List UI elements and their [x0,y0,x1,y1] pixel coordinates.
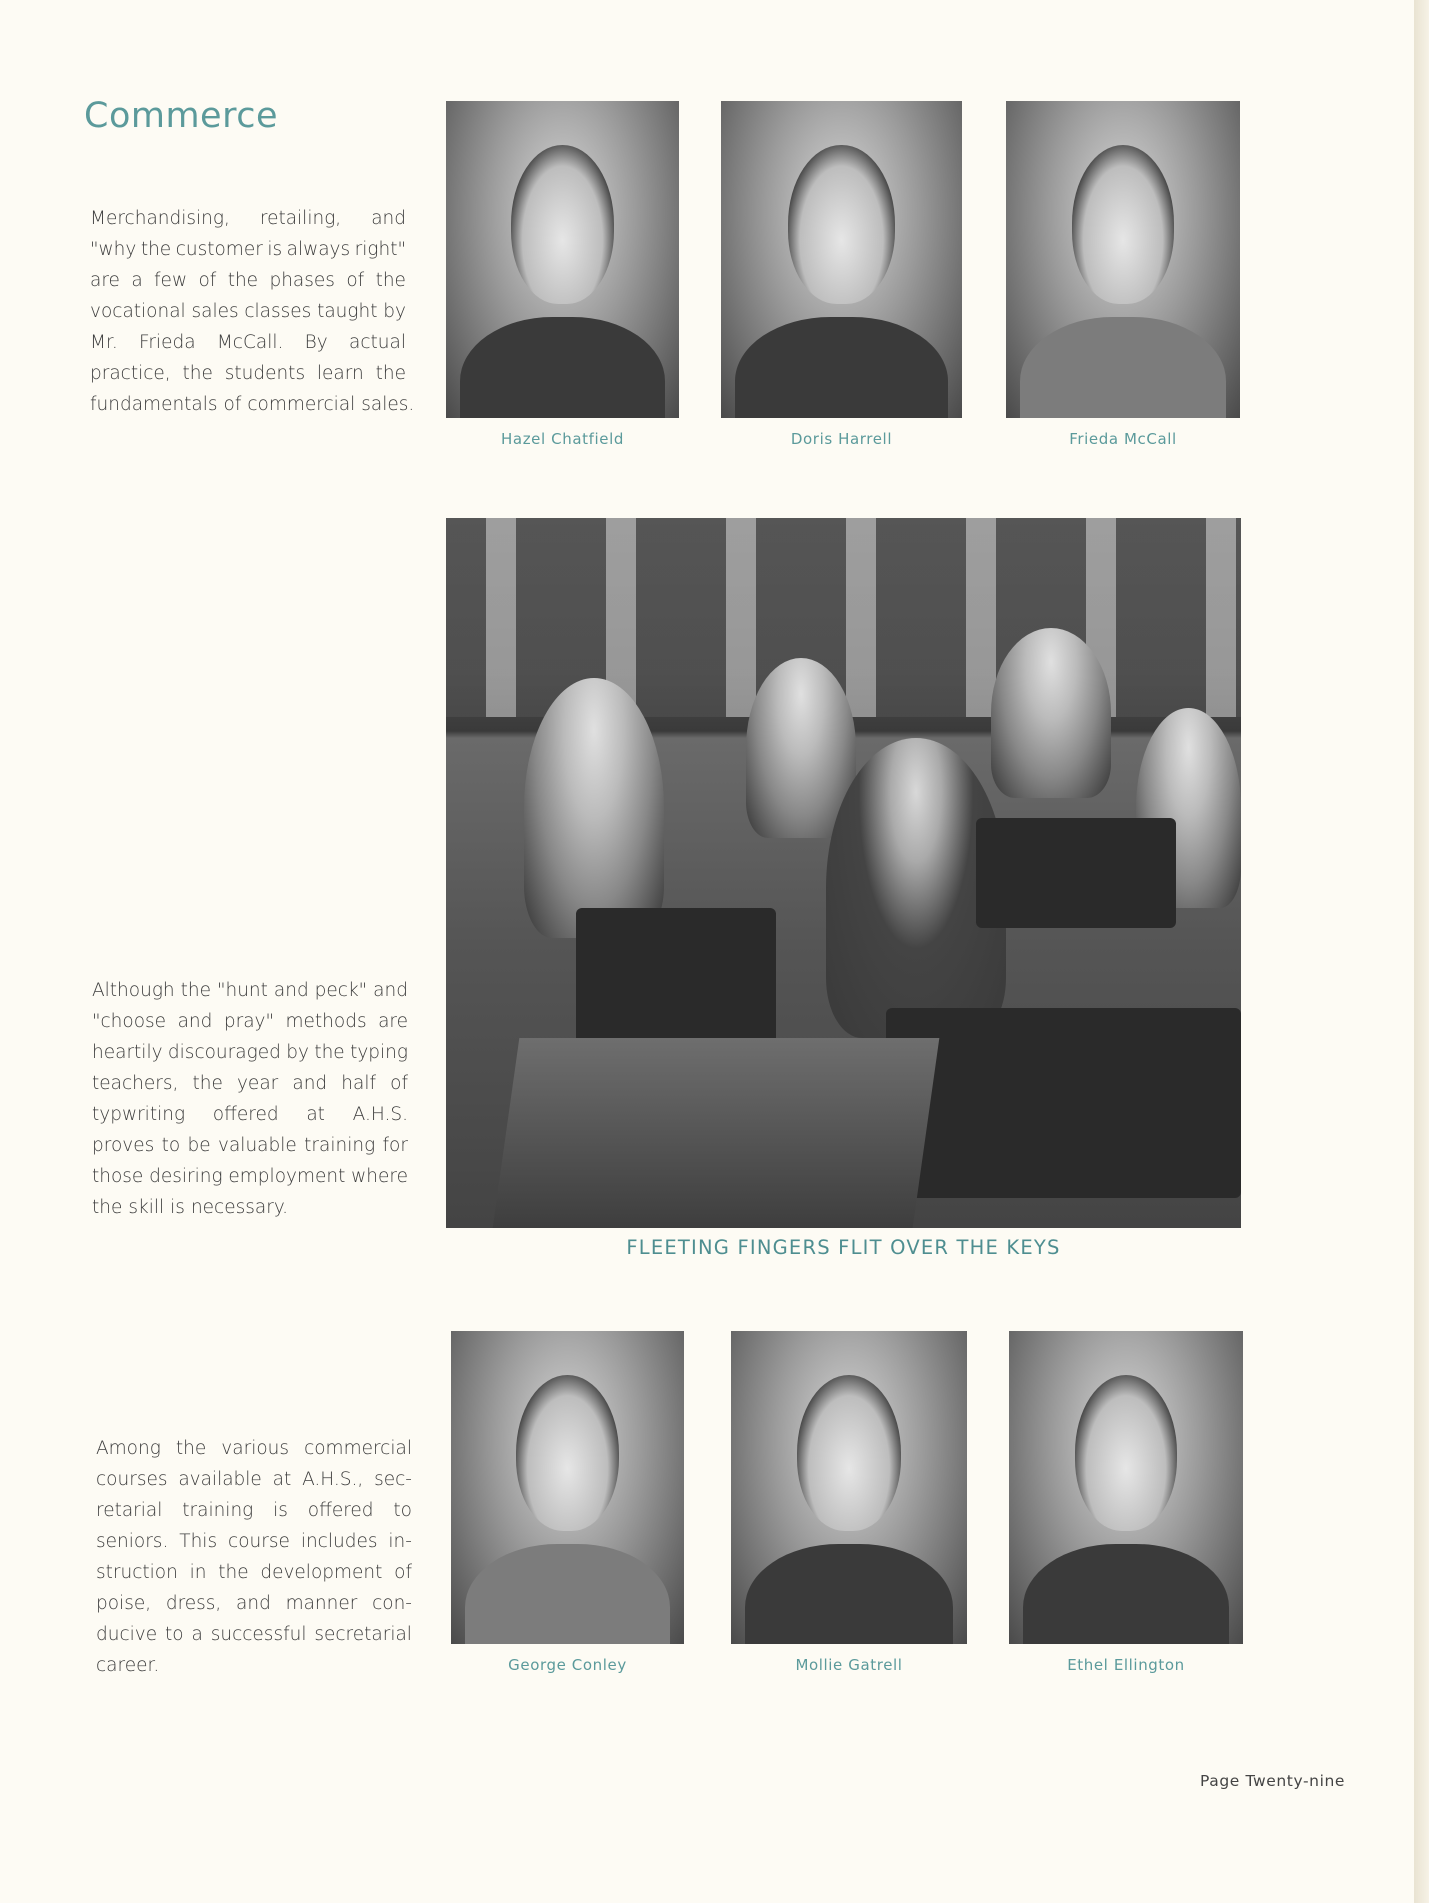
paragraph-line: courses available at A.H.S., sec- [96,1469,412,1490]
paragraph-line: Among the various commercial [96,1438,412,1459]
paragraph-line: Merchandising, retailing, and [90,208,406,229]
portrait-george-conley [451,1331,684,1644]
portrait-mollie-gatrell [731,1331,967,1644]
caption-mollie-gatrell: Mollie Gatrell [795,1656,903,1674]
paragraph-line: "why the customer is always right" [90,239,406,260]
paragraph-line: ducive to a successful secretarial [96,1624,412,1645]
paragraph-sales [90,203,415,420]
paragraph-line: are a few of the phases of the [90,270,406,291]
paragraph-line: practice, the students learn the [90,363,406,384]
paragraph-secretarial [96,1433,412,1681]
portrait-hazel-chatfield [446,101,679,418]
caption-ethel-ellington: Ethel Ellington [1067,1656,1185,1674]
paragraph-line: Mr. Frieda McCall. By actual [90,332,406,353]
caption-frieda-mccall: Frieda McCall [1069,430,1177,448]
paragraph-line: proves to be valuable training for [92,1135,408,1156]
caption-doris-harrell: Doris Harrell [790,430,893,448]
portrait-frieda-mccall [1006,101,1240,418]
section-title: Commerce [84,96,278,136]
paragraph-line: heartily discouraged by the typing [92,1042,408,1063]
paragraph-line: poise, dress, and manner con- [96,1593,412,1614]
paragraph-line: teachers, the year and half of [92,1073,408,1094]
paragraph-line: vocational sales classes taught by [90,301,406,322]
main-photo-caption: FLEETING FINGERS FLIT OVER THE KEYS [626,1236,1061,1259]
page-number: Page Twenty-nine [1200,1772,1346,1790]
paragraph-line: career. [96,1655,160,1676]
paragraph-line: Although the "hunt and peck" and [92,980,408,1001]
paragraph-line: typwriting offered at A.H.S. [92,1104,408,1125]
page-edge [1414,0,1429,1903]
portrait-doris-harrell [721,101,962,418]
portrait-ethel-ellington [1009,1331,1243,1644]
paragraph-line: those desiring employment where [92,1166,408,1187]
typing-class-photo [446,518,1241,1228]
paragraph-line: "choose and pray" methods are [92,1011,408,1032]
paragraph-line: the skill is necessary. [92,1197,289,1218]
caption-hazel-chatfield: Hazel Chatfield [501,430,624,448]
paragraph-typing [92,975,408,1223]
paragraph-line: struction in the development of [96,1562,412,1583]
caption-george-conley: George Conley [508,1656,627,1674]
paragraph-line: seniors. This course includes in- [96,1531,412,1552]
paragraph-line: retarial training is offered to [96,1500,412,1521]
paragraph-line: fundamentals of commercial sales. [90,394,415,415]
